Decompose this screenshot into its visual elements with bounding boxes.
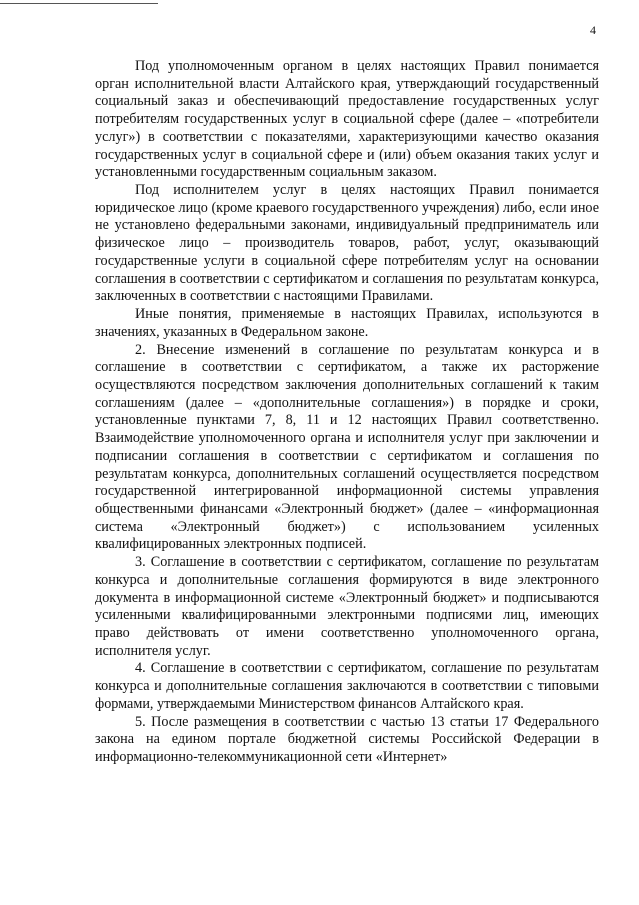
- page-number: 4: [590, 23, 596, 37]
- paragraph-service-provider-definition: Под исполнителем услуг в целях настоящих Правил понимается юридическое лицо (кроме краевого государственного учреждения) либо, если иное не установлено федеральными законами, индивидуальный предприниматель или физическое лицо – производитель товаров, работ, услуг, оказывающий государственные услуги в социальной сфере потребителям услуг на основании соглашения в соответствии с сертификатом и соглашения по результатам конкурса, заключенных в соответствии с настоящими Правилами.: [95, 182, 599, 305]
- paragraph-other-terms: Иные понятия, применяемые в настоящих Правилах, используются в значениях, указанных в Федеральном законе.: [95, 306, 599, 340]
- paragraph-clause-4: 4. Соглашение в соответствии с сертификатом, соглашение по результатам конкурса и дополнительные соглашения заключаются в соответствии с типовыми формами, утверждаемыми Министерством финансов Алтайского края.: [95, 660, 599, 712]
- paragraph-clause-2: 2. Внесение изменений в соглашение по результатам конкурса и в соглашение в соответствии с сертификатом, а также их расторжение осуществляются посредством заключения дополнительных соглашений к таким соглашениям (далее – «дополнительные соглашения») в порядке и сроки, установленные пунктами 7, 8, 11 и 12 настоящих Правил соответственно. Взаимодействие уполномоченного органа и исполнителя услуг при заключении и подписании соглашения в соответствии с сертификатом и соглашения по результатам конкурса, дополнительных соглашений осуществляется посредством государственной интегрированной информационной системы управления общественными финансами «Электронный бюджет» (далее – «информационная система «Электронный бюджет») с использованием усиленных квалифицированных электронных подписей.: [95, 341, 599, 553]
- paragraph-authorized-body-definition: Под уполномоченным органом в целях настоящих Правил понимается орган исполнительной власти Алтайского края, утверждающий государственный социальный заказ и обеспечивающий предоставление государственных услуг потребителям государственных услуг в социальной сфере (далее – «потребители услуг») в соответствии с показателями, характеризующими качество оказания государственных услуг в социальной сфере и (или) объем оказания таких услуг и установленными государственным социальным заказом.: [95, 58, 599, 181]
- paragraph-clause-3: 3. Соглашение в соответствии с сертификатом, соглашение по результатам конкурса и дополнительные соглашения формируются в виде электронного документа в информационной системе «Электронный бюджет» и подписываются усиленными квалифицированными электронными подписями лиц, имеющих право действовать от имени соответственно уполномоченного органа, исполнителя услуг.: [95, 554, 599, 659]
- paragraph-clause-5: 5. После размещения в соответствии с частью 13 статьи 17 Федерального закона на едином портале бюджетной системы Российской Федерации в информационно-телекоммуникационной сети «Интернет»: [95, 713, 599, 766]
- document-body: [95, 58, 599, 767]
- header-divider: [0, 3, 158, 4]
